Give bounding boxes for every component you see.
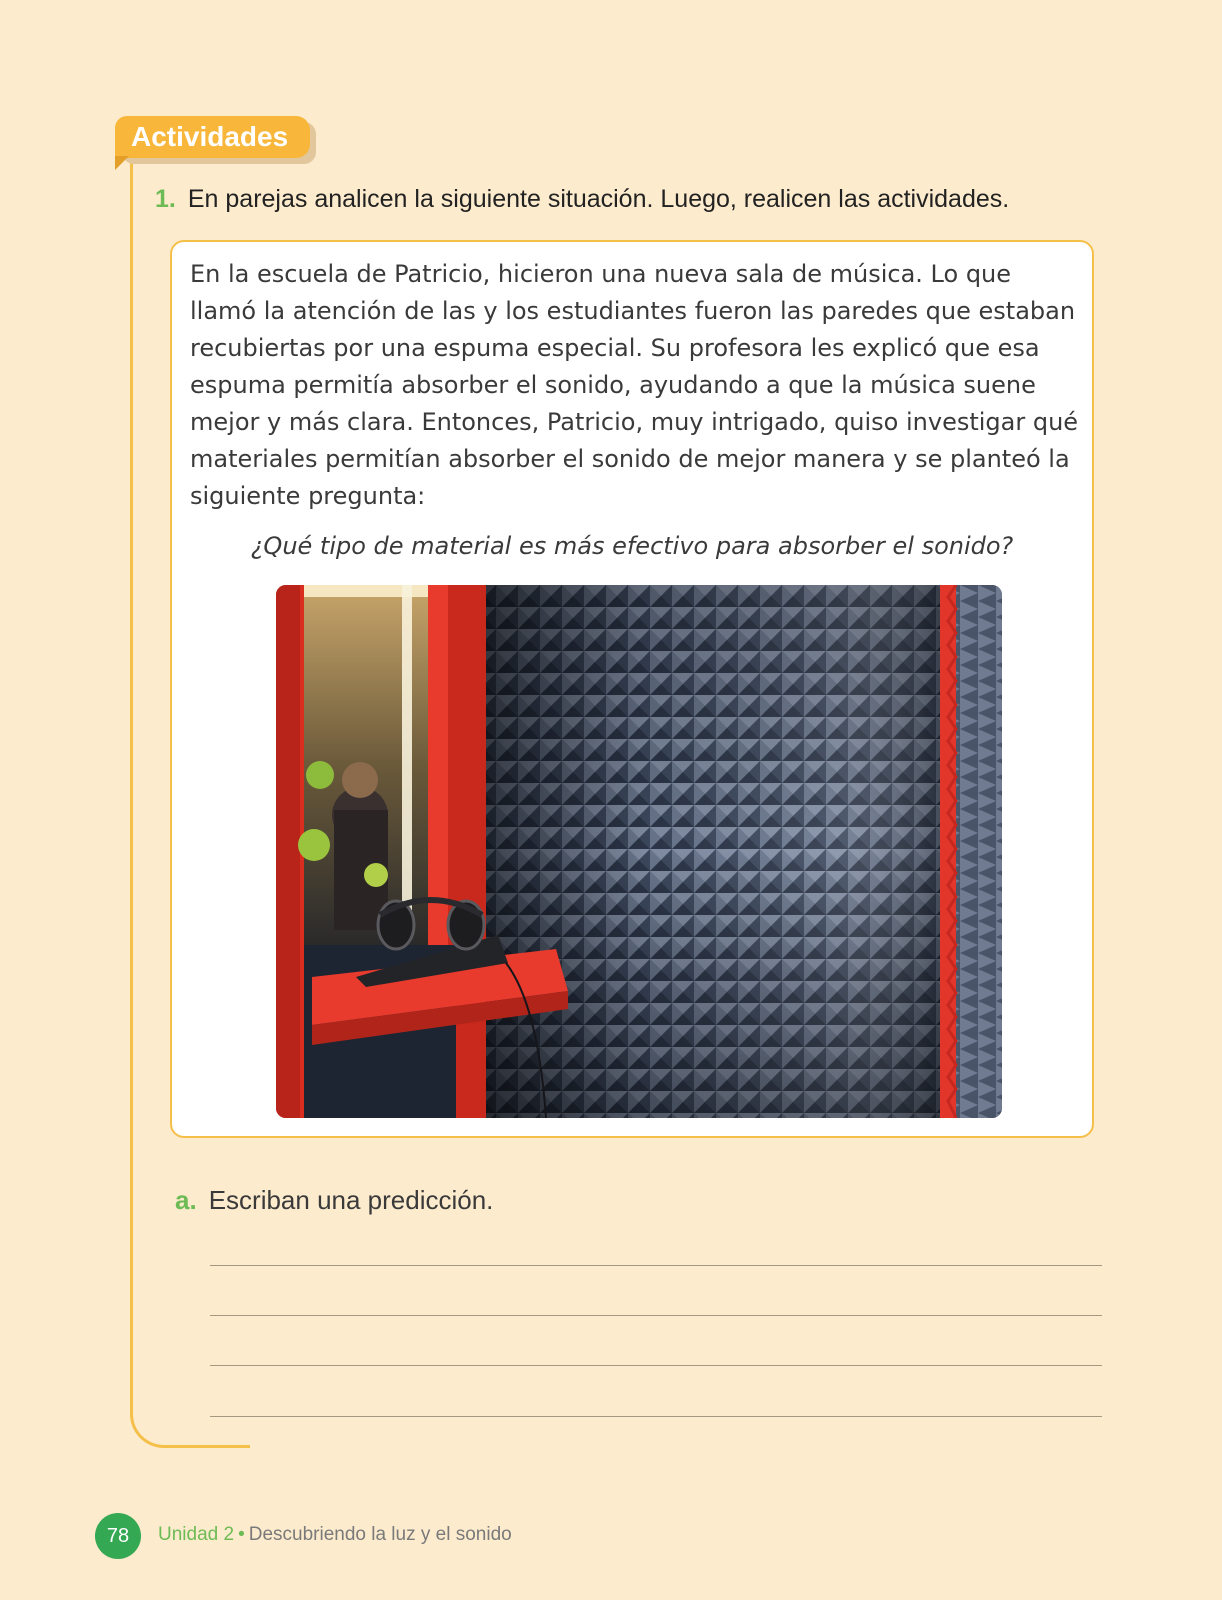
story-box [170, 240, 1094, 1138]
answer-line[interactable] [210, 1265, 1102, 1266]
story-paragraph: En la escuela de Patricio, hicieron una nueva sala de música. Lo que llamó la atención de las y los estudiantes fueron las paredes que estaban recubiertas por una espuma especial. Su profesora les explicó que esa espuma permitía absorber el sonido, ayudando a que la música suene mejor y más clara. Entonces, Patricio, muy intrigado, quiso investigar qué materiales permitían absorber el sonido de mejor manera y se planteó la siguiente pregunta: [190, 260, 1079, 510]
subquestion-a [175, 1185, 493, 1216]
subquestion-letter: a. [175, 1185, 197, 1215]
question-number: 1. [155, 185, 176, 213]
footer [158, 1524, 512, 1546]
answer-line[interactable] [210, 1365, 1102, 1366]
unit-label: Unidad 2 [158, 1524, 235, 1545]
page-number-badge: 78 [95, 1513, 141, 1559]
answer-line[interactable] [210, 1416, 1102, 1417]
question-1 [155, 185, 1009, 214]
unit-title: Descubriendo la luz y el sonido [248, 1524, 512, 1545]
story-question: ¿Qué tipo de material es más efectivo para absorber el sonido? [250, 532, 1014, 560]
tab-fold [115, 156, 129, 170]
activities-tab: Actividades [115, 116, 310, 158]
question-text: En parejas analicen la siguiente situación. Luego, realicen las actividades. [187, 185, 1010, 213]
acoustic-foam-booth-photo [276, 585, 1002, 1118]
answer-line[interactable] [210, 1315, 1102, 1316]
subquestion-text: Escriban una predicción. [208, 1185, 494, 1215]
footer-separator: • [238, 1524, 245, 1545]
